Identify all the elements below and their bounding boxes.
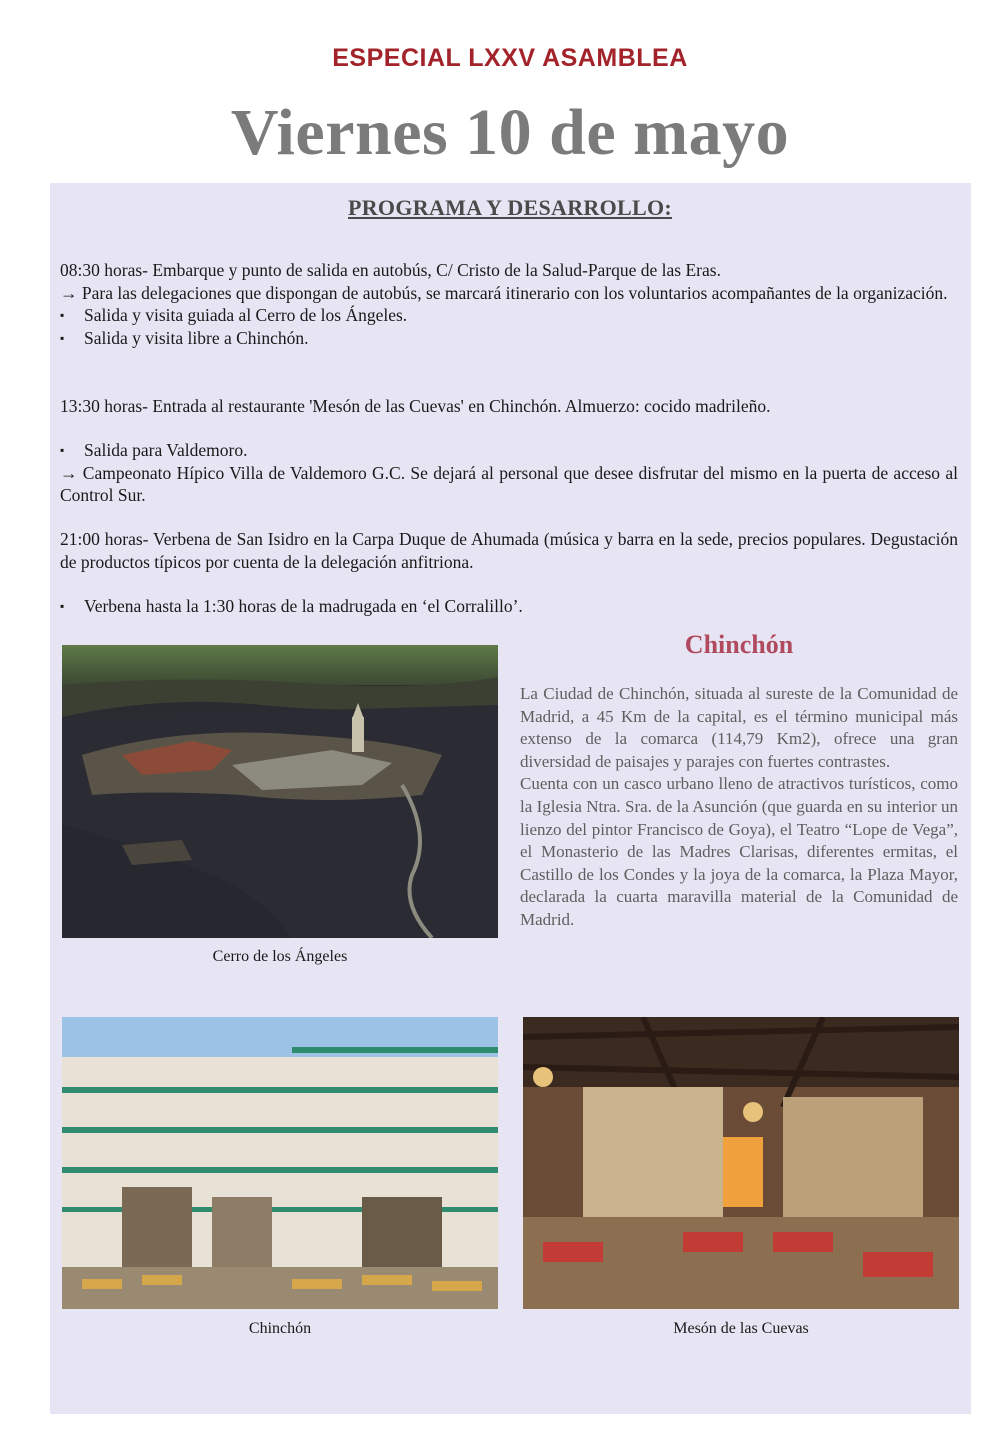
chinchon-paragraph: La Ciudad de Chinchón, situada al sureste de la Comunidad de Madrid, a 45 Km de la capital, es el término municipal más extenso de la comarca (114,79 Km2), ofrece una gran diversidad de paisajes y parajes con fuertes contrastes. [520, 684, 958, 771]
chinchon-description [520, 683, 958, 932]
program-block-afternoon [60, 439, 958, 507]
meson-de-las-cuevas-photo [523, 1017, 959, 1309]
photo-caption: Chinchón [248, 1320, 312, 1337]
photo-caption: Mesón de las Cuevas [673, 1320, 809, 1337]
program-bullet: ▪ Salida y visita libre a Chinchón. [60, 327, 958, 350]
program-arrow-note: → Para las delegaciones que dispongan de autobús, se marcará itinerario con los voluntarios acompañantes de la organización. [60, 282, 948, 303]
program-arrow-note: → Campeonato Hípico Villa de Valdemoro G.C. Se dejará al personal que desee disfrutar del mismo en la puerta de acceso al Control Sur. [60, 462, 958, 505]
chinchon-paragraph: Cuenta con un casco urbano lleno de atractivos turísticos, como la Iglesia Ntra. Sra. de la Asunción (que guarda en su interior un lienzo del pintor Francisco de Goya), el Teatro “Lope de Vega”, el Monasterio de las Madres Clarisas, diferentes ermitas, el Castillo de los Condes y la joya de la comarca, la Plaza Mayor, declarada la cuarta maravilla material de la Comunidad de Madrid. [520, 774, 958, 929]
program-block-morning [60, 259, 958, 349]
chinchon-title: Chinchón [684, 630, 794, 659]
section-kicker: ESPECIAL LXXV ASAMBLEA [332, 44, 688, 72]
cerro-de-los-angeles-photo [62, 645, 498, 938]
program-block-lunch [60, 395, 958, 418]
program-block-night [60, 595, 958, 618]
program-line: 13:30 horas- Entrada al restaurante 'Mesón de las Cuevas' en Chinchón. Almuerzo: cocido madrileño. [60, 396, 771, 416]
chinchon-plaza-photo [62, 1017, 498, 1309]
program-heading: PROGRAMA Y DESARROLLO: [348, 195, 672, 220]
program-line: 21:00 horas- Verbena de San Isidro en la Carpa Duque de Ahumada (música y barra en la sede, precios populares. Degustación de productos típicos por cuenta de la delegación anfitriona. [60, 529, 958, 572]
photo-caption: Cerro de los Ángeles [212, 948, 348, 965]
program-bullet: ▪ Verbena hasta la 1:30 horas de la madrugada en ‘el Corralillo’. [60, 595, 958, 618]
program-line: 08:30 horas- Embarque y punto de salida en autobús, C/ Cristo de la Salud-Parque de las Eras. [60, 260, 721, 280]
program-bullet: ▪ Salida para Valdemoro. [60, 439, 958, 462]
page-title: Viernes 10 de mayo [230, 96, 790, 169]
program-block-evening [60, 528, 958, 573]
program-bullet: ▪ Salida y visita guiada al Cerro de los Ángeles. [60, 304, 958, 327]
